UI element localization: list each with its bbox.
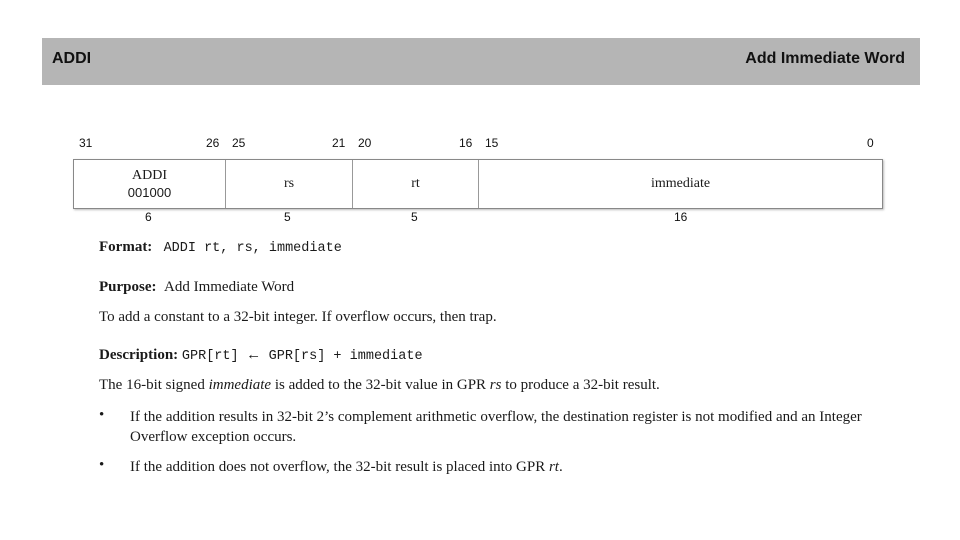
- desc-immediate: immediate: [208, 377, 272, 393]
- field-opcode-value: 001000: [127, 185, 172, 200]
- field-rs-name: rs: [283, 176, 295, 191]
- field-rs: [226, 160, 353, 208]
- bullet-2-rt: rt: [548, 459, 559, 475]
- field-immediate-width: 16: [674, 210, 688, 224]
- description-line: [99, 347, 423, 364]
- description-paragraph: [99, 377, 660, 394]
- instruction-header: [42, 38, 920, 85]
- assign-arrow: ←: [246, 347, 262, 363]
- bullet-2-marker: •: [99, 457, 105, 473]
- desc-text-2: is added to the 32-bit value in GPR: [271, 377, 490, 393]
- bullet-2-text: [130, 457, 920, 477]
- field-opcode-name: ADDI: [132, 168, 167, 183]
- bit-label-26: 26: [206, 136, 220, 150]
- bullet-1-text: If the addition results in 32-bit 2’s complement arithmetic overflow, the destination register is not modified and an Integer Overflow exception occurs.: [130, 409, 862, 445]
- bit-label-20: 20: [358, 136, 372, 150]
- description-op-left: GPR[rt]: [181, 349, 239, 364]
- desc-text-1: The 16-bit signed: [99, 377, 209, 393]
- field-immediate-name: immediate: [650, 176, 711, 191]
- bit-label-31: 31: [79, 136, 93, 150]
- bullet-1-marker: •: [99, 407, 105, 423]
- purpose-name: Add Immediate Word: [164, 279, 295, 295]
- bit-label-0: 0: [867, 136, 874, 150]
- instruction-title: Add Immediate Word: [745, 50, 905, 67]
- purpose-line: [99, 279, 294, 296]
- description-op-right: GPR[rs] + immediate: [268, 349, 423, 364]
- field-rt-width: 5: [411, 210, 418, 224]
- bullet-2-text-b: .: [558, 459, 563, 475]
- field-rt-name: rt: [411, 176, 420, 191]
- format-line: [99, 239, 342, 256]
- field-opcode-width: 6: [145, 210, 152, 224]
- encoding-table: [73, 159, 883, 209]
- field-rt: [353, 160, 479, 208]
- bit-label-15: 15: [485, 136, 499, 150]
- field-opcode: [74, 160, 226, 208]
- desc-rs: rs: [489, 377, 502, 393]
- bit-label-25: 25: [232, 136, 246, 150]
- desc-text-3: to produce a 32-bit result.: [501, 377, 660, 393]
- format-syntax: ADDI rt, rs, immediate: [163, 241, 342, 256]
- description-label: Description:: [99, 347, 179, 363]
- format-label: Format:: [99, 239, 153, 255]
- purpose-label: Purpose:: [99, 279, 157, 295]
- bit-label-21: 21: [332, 136, 346, 150]
- purpose-text: To add a constant to a 32-bit integer. If overflow occurs, then trap.: [99, 309, 497, 325]
- bit-label-16: 16: [459, 136, 473, 150]
- bullet-2-text-a: If the addition does not overflow, the 32-bit result is placed into GPR: [130, 459, 549, 475]
- instruction-mnemonic: ADDI: [52, 50, 92, 67]
- field-immediate: [479, 160, 882, 208]
- field-rs-width: 5: [284, 210, 291, 224]
